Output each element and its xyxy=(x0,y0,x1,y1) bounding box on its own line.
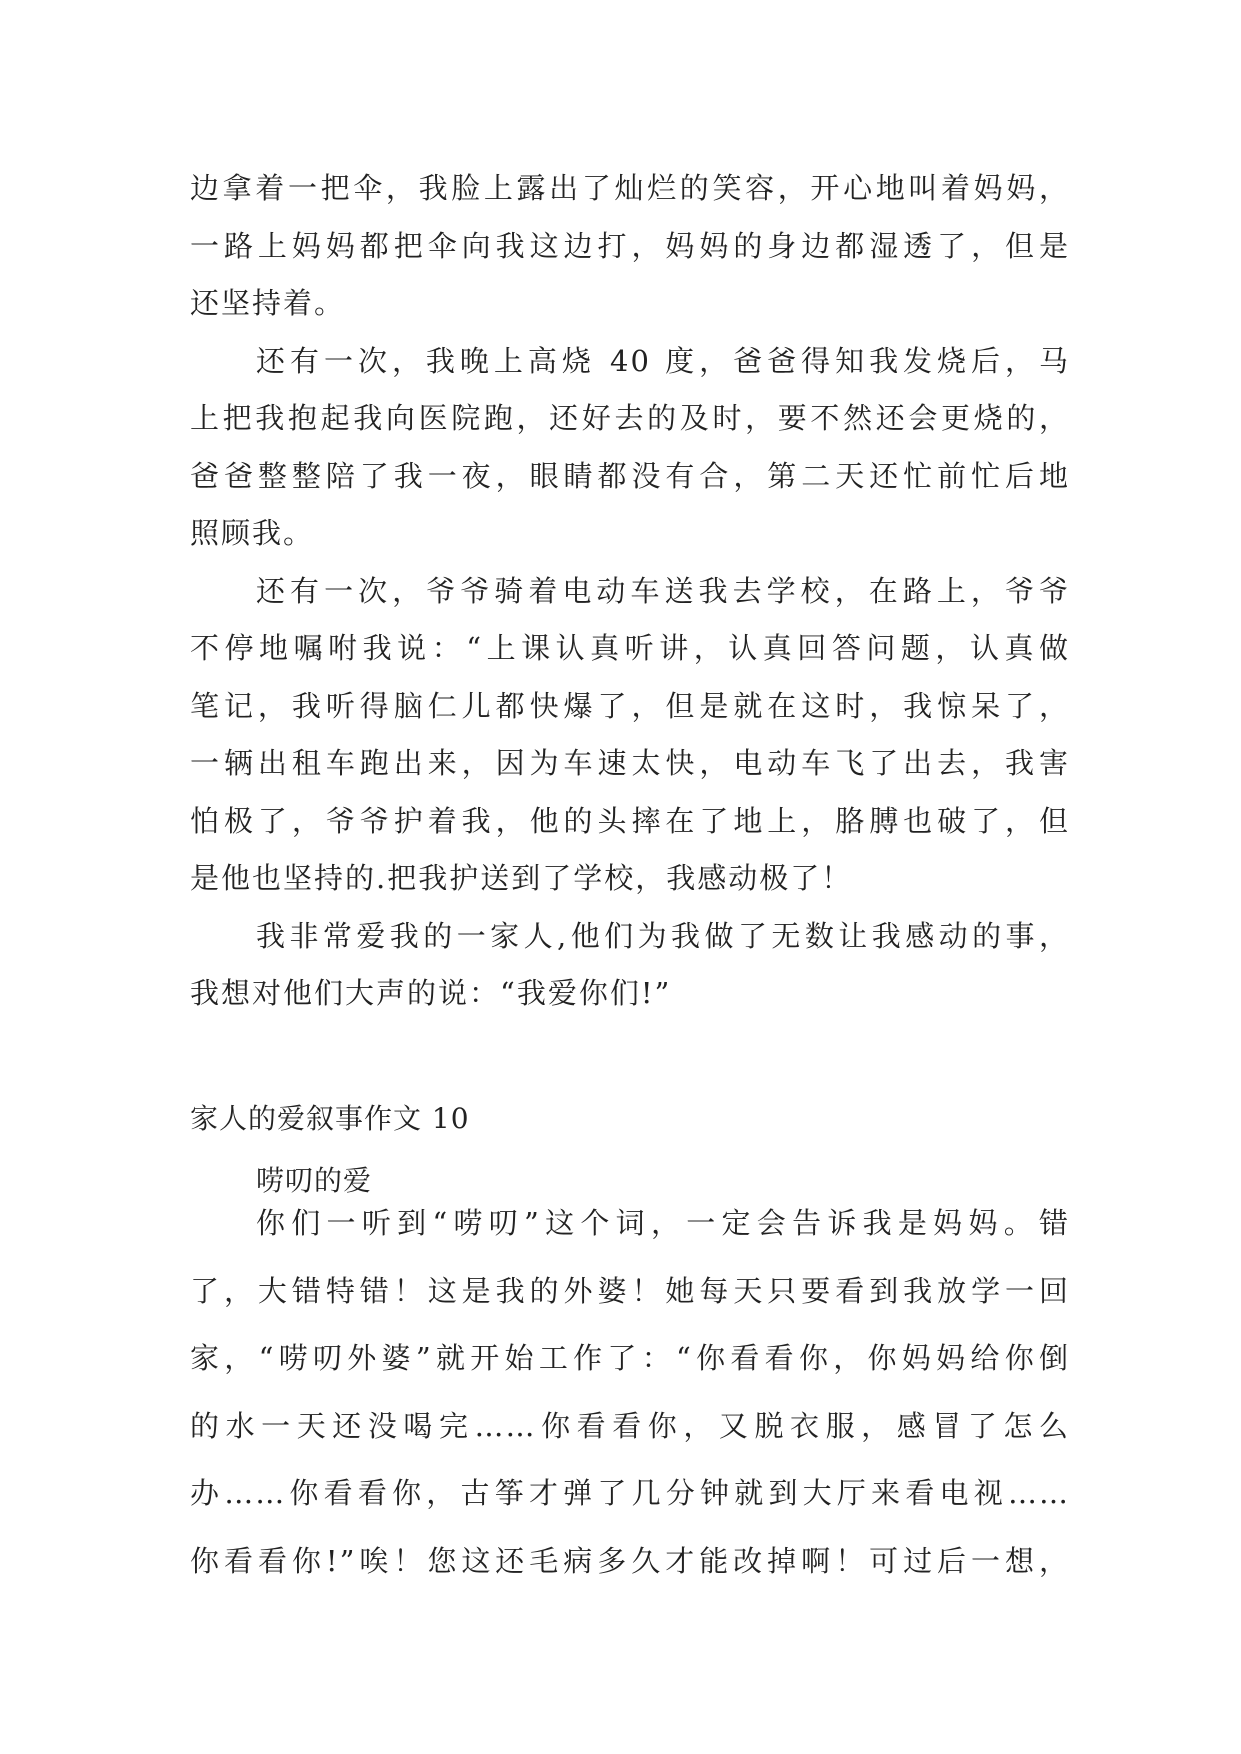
top-paragraphs xyxy=(190,160,1070,1023)
paragraph-line: 一路上妈妈都把伞向我这边打，妈妈的身边都湿透了，但是 xyxy=(190,228,1070,263)
paragraph-line: 我想对他们大声的说：“我爱你们!” xyxy=(190,976,672,1010)
paragraph-line: 边拿着一把伞，我脸上露出了灿烂的笑容，开心地叫着妈妈， xyxy=(190,171,1070,205)
paragraph-line: 爸爸整整陪了我一夜，眼睛都没有合，第二天还忙前忙后地 xyxy=(190,458,1070,493)
paragraph-line: 上把我抱起我向医院跑，还好去的及时，要不然还会更烧的， xyxy=(190,401,1070,435)
paragraph-line: 还有一次，我晚上高烧 40 度，爸爸得知我发烧后，马 xyxy=(256,343,1070,378)
essay-heading: 家人的爱叙事作文 10 xyxy=(190,1102,470,1135)
paragraph-line: 是他也坚持的.把我护送到了学校，我感动极了！ xyxy=(190,861,853,895)
paragraph-line: 的水一天还没喝完……你看看你，又脱衣服，感冒了怎么 xyxy=(190,1408,1070,1443)
paragraph-line: 办……你看看你，古筝才弹了几分钟就到大厅来看电视…… xyxy=(190,1476,1070,1510)
paragraph-line: 我非常爱我的一家人,他们为我做了无数让我感动的事， xyxy=(256,918,1070,953)
bottom-paragraph xyxy=(190,1190,1070,1595)
paragraph-line: 了，大错特错！这是我的外婆！她每天只要看到我放学一回 xyxy=(190,1273,1070,1308)
paragraph-line: 不停地嘱咐我说：“上课认真听讲，认真回答问题，认真做 xyxy=(190,631,1070,665)
paragraph-line: 一辆出租车跑出来，因为车速太快，电动车飞了出去，我害 xyxy=(190,746,1070,780)
paragraph-line: 笔记，我听得脑仁儿都快爆了，但是就在这时，我惊呆了， xyxy=(190,688,1070,723)
paragraph-line: 照顾我。 xyxy=(190,516,315,550)
paragraph-line: 还有一次，爷爷骑着电动车送我去学校，在路上，爷爷 xyxy=(256,573,1070,608)
essay-subtitle: 唠叨的爱 xyxy=(256,1164,373,1197)
paragraph-line: 你看看你!”唉！您这还毛病多久才能改掉啊！可过后一想， xyxy=(190,1543,1070,1578)
paragraph-line: 你们一听到“唠叨”这个词，一定会告诉我是妈妈。错 xyxy=(256,1206,1070,1240)
paragraph-line: 还坚持着。 xyxy=(190,286,346,320)
paragraph-line: 家，“唠叨外婆”就开始工作了：“你看看你，你妈妈给你倒 xyxy=(190,1341,1070,1375)
paragraph-line: 怕极了，爷爷护着我，他的头摔在了地上，胳膊也破了，但 xyxy=(190,803,1070,838)
